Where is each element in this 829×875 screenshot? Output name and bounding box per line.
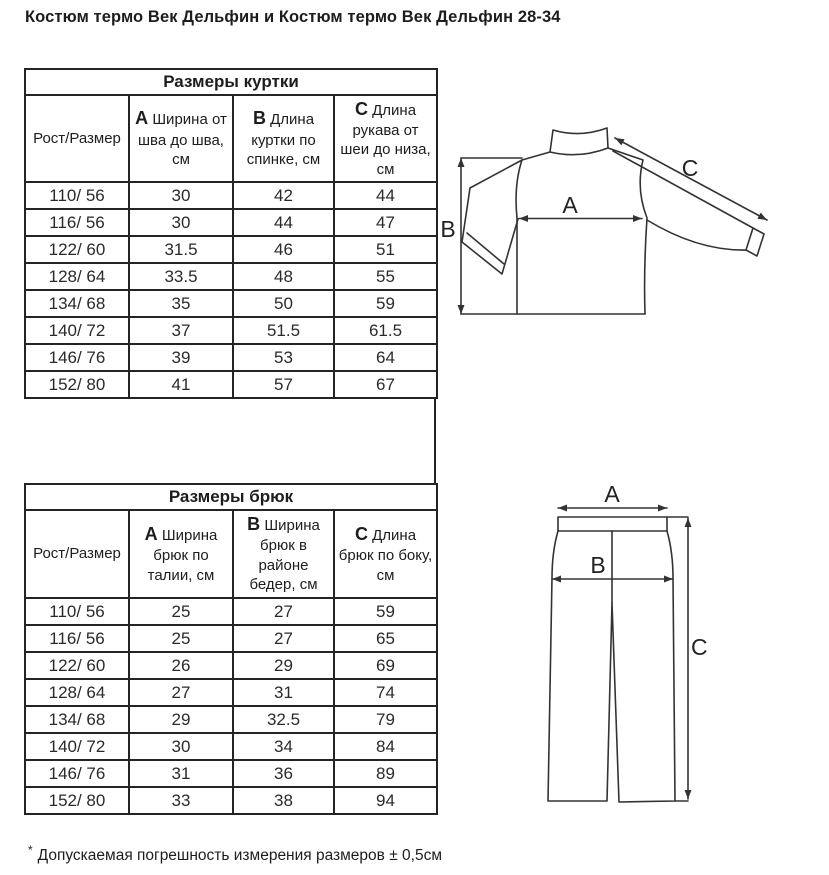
jacket-collar-outline bbox=[550, 128, 608, 155]
value-cell: 27 bbox=[129, 679, 233, 706]
column-label: Ширина брюк в районе бедер, см bbox=[249, 517, 320, 594]
footnote-text: Допускаемая погрешность измерения размеров ± 0,5см bbox=[37, 847, 442, 865]
value-cell: 31.5 bbox=[129, 236, 233, 263]
value-cell: 44 bbox=[233, 209, 334, 236]
value-cell: 30 bbox=[129, 733, 233, 760]
size-cell: 146/ 76 bbox=[25, 344, 129, 371]
value-cell: 35 bbox=[129, 290, 233, 317]
table-row bbox=[25, 344, 437, 371]
size-cell: 116/ 56 bbox=[25, 625, 129, 652]
arrowhead bbox=[458, 158, 465, 167]
value-cell: 59 bbox=[334, 598, 437, 625]
value-cell: 84 bbox=[334, 733, 437, 760]
column-header-a bbox=[129, 95, 233, 182]
jacket-body-outline bbox=[516, 148, 647, 314]
value-cell: 89 bbox=[334, 760, 437, 787]
value-cell: 67 bbox=[334, 371, 437, 398]
value-cell: 31 bbox=[233, 679, 334, 706]
column-label: Ширина от шва до шва, см bbox=[138, 111, 227, 169]
value-cell: 74 bbox=[334, 679, 437, 706]
arrowhead bbox=[685, 790, 692, 799]
arrowhead bbox=[633, 215, 642, 222]
table-header-row bbox=[25, 510, 437, 598]
arrowhead bbox=[552, 576, 561, 583]
value-cell: 47 bbox=[334, 209, 437, 236]
size-column-header: Рост/Размер bbox=[25, 95, 129, 182]
table-row bbox=[25, 760, 437, 787]
table-row bbox=[25, 787, 437, 814]
value-cell: 61.5 bbox=[334, 317, 437, 344]
table-row bbox=[25, 317, 437, 344]
pants-diagram bbox=[543, 483, 713, 828]
value-cell: 33.5 bbox=[129, 263, 233, 290]
size-cell: 152/ 80 bbox=[25, 787, 129, 814]
value-cell: 69 bbox=[334, 652, 437, 679]
size-cell: 146/ 76 bbox=[25, 760, 129, 787]
table-row bbox=[25, 263, 437, 290]
arrowhead bbox=[685, 518, 692, 527]
value-cell: 29 bbox=[233, 652, 334, 679]
table-row bbox=[25, 733, 437, 760]
arrowhead bbox=[458, 305, 465, 314]
value-cell: 48 bbox=[233, 263, 334, 290]
column-label: Длина брюк по боку, см bbox=[338, 526, 433, 584]
jacket-diagram bbox=[438, 118, 798, 328]
dimension-label-b: B bbox=[440, 216, 456, 242]
size-cell: 152/ 80 bbox=[25, 371, 129, 398]
dimension-letter: B bbox=[252, 108, 266, 129]
page-title: Костюм термо Век Дельфин и Костюм термо Век Дельфин 28-34 bbox=[25, 8, 561, 26]
arrowhead bbox=[658, 505, 667, 512]
size-cell: 116/ 56 bbox=[25, 209, 129, 236]
value-cell: 27 bbox=[233, 625, 334, 652]
arrowhead bbox=[558, 505, 567, 512]
value-cell: 37 bbox=[129, 317, 233, 344]
table-row bbox=[25, 209, 437, 236]
column-header-a bbox=[129, 510, 233, 598]
jacket-size-table bbox=[24, 68, 438, 399]
column-header-c bbox=[334, 510, 437, 598]
size-column-header: Рост/Размер bbox=[25, 510, 129, 598]
dimension-label-b: B bbox=[590, 552, 606, 578]
value-cell: 26 bbox=[129, 652, 233, 679]
dimension-letter: A bbox=[144, 523, 158, 544]
table-row bbox=[25, 652, 437, 679]
value-cell: 50 bbox=[233, 290, 334, 317]
table-row bbox=[25, 182, 437, 209]
dimension-label-c: C bbox=[681, 155, 699, 181]
value-cell: 94 bbox=[334, 787, 437, 814]
value-cell: 51 bbox=[334, 236, 437, 263]
table-row bbox=[25, 236, 437, 263]
value-cell: 36 bbox=[233, 760, 334, 787]
table-caption-row bbox=[25, 69, 437, 95]
value-cell: 34 bbox=[233, 733, 334, 760]
dimension-letter: B bbox=[247, 514, 261, 535]
size-cell: 134/ 68 bbox=[25, 290, 129, 317]
column-header-b bbox=[233, 95, 334, 182]
table-row bbox=[25, 598, 437, 625]
dimension-letter: C bbox=[354, 523, 368, 544]
jacket-left-sleeve-outline bbox=[462, 160, 522, 274]
arrowhead bbox=[615, 138, 625, 145]
table-row bbox=[25, 679, 437, 706]
size-cell: 134/ 68 bbox=[25, 706, 129, 733]
table-row bbox=[25, 290, 437, 317]
value-cell: 38 bbox=[233, 787, 334, 814]
value-cell: 53 bbox=[233, 344, 334, 371]
value-cell: 25 bbox=[129, 625, 233, 652]
dimension-letter: C bbox=[354, 98, 368, 119]
dimension-label-c: C bbox=[691, 634, 708, 660]
value-cell: 39 bbox=[129, 344, 233, 371]
value-cell: 44 bbox=[334, 182, 437, 209]
table-caption-row bbox=[25, 484, 437, 510]
dimension-letter: A bbox=[135, 108, 149, 129]
table-row bbox=[25, 625, 437, 652]
value-cell: 59 bbox=[334, 290, 437, 317]
arrowhead bbox=[664, 576, 673, 583]
table-row bbox=[25, 371, 437, 398]
value-cell: 64 bbox=[334, 344, 437, 371]
pants-waistband-outline bbox=[558, 517, 667, 531]
table-connector-line bbox=[434, 399, 436, 485]
value-cell: 42 bbox=[233, 182, 334, 209]
table-header-row bbox=[25, 95, 437, 182]
value-cell: 29 bbox=[129, 706, 233, 733]
size-cell: 122/ 60 bbox=[25, 652, 129, 679]
size-cell: 128/ 64 bbox=[25, 679, 129, 706]
value-cell: 27 bbox=[233, 598, 334, 625]
value-cell: 30 bbox=[129, 209, 233, 236]
value-cell: 25 bbox=[129, 598, 233, 625]
dimension-label-a: A bbox=[562, 192, 578, 218]
column-header-c bbox=[334, 95, 437, 182]
column-label: Длина куртки по спинке, см bbox=[246, 111, 321, 169]
value-cell: 46 bbox=[233, 236, 334, 263]
value-cell: 51.5 bbox=[233, 317, 334, 344]
table-row bbox=[25, 706, 437, 733]
pants-size-table bbox=[24, 483, 438, 815]
value-cell: 32.5 bbox=[233, 706, 334, 733]
dimension-label-a: A bbox=[604, 483, 620, 507]
size-cell: 128/ 64 bbox=[25, 263, 129, 290]
size-cell: 110/ 56 bbox=[25, 598, 129, 625]
value-cell: 33 bbox=[129, 787, 233, 814]
column-label: Ширина брюк по талии, см bbox=[147, 526, 218, 584]
footnote-asterisk: * bbox=[28, 843, 33, 857]
arrowhead bbox=[519, 215, 528, 222]
size-cell: 122/ 60 bbox=[25, 236, 129, 263]
column-header-b bbox=[233, 510, 334, 598]
value-cell: 31 bbox=[129, 760, 233, 787]
value-cell: 65 bbox=[334, 625, 437, 652]
size-cell: 110/ 56 bbox=[25, 182, 129, 209]
value-cell: 79 bbox=[334, 706, 437, 733]
value-cell: 57 bbox=[233, 371, 334, 398]
tolerance-footnote bbox=[28, 843, 442, 865]
value-cell: 55 bbox=[334, 263, 437, 290]
column-label: Длина рукава от шеи до низа, см bbox=[340, 101, 431, 178]
jacket-table-caption: Размеры куртки bbox=[25, 69, 437, 95]
value-cell: 30 bbox=[129, 182, 233, 209]
pants-table-caption: Размеры брюк bbox=[25, 484, 437, 510]
arrowhead bbox=[757, 213, 767, 220]
value-cell: 41 bbox=[129, 371, 233, 398]
size-cell: 140/ 72 bbox=[25, 733, 129, 760]
size-cell: 140/ 72 bbox=[25, 317, 129, 344]
